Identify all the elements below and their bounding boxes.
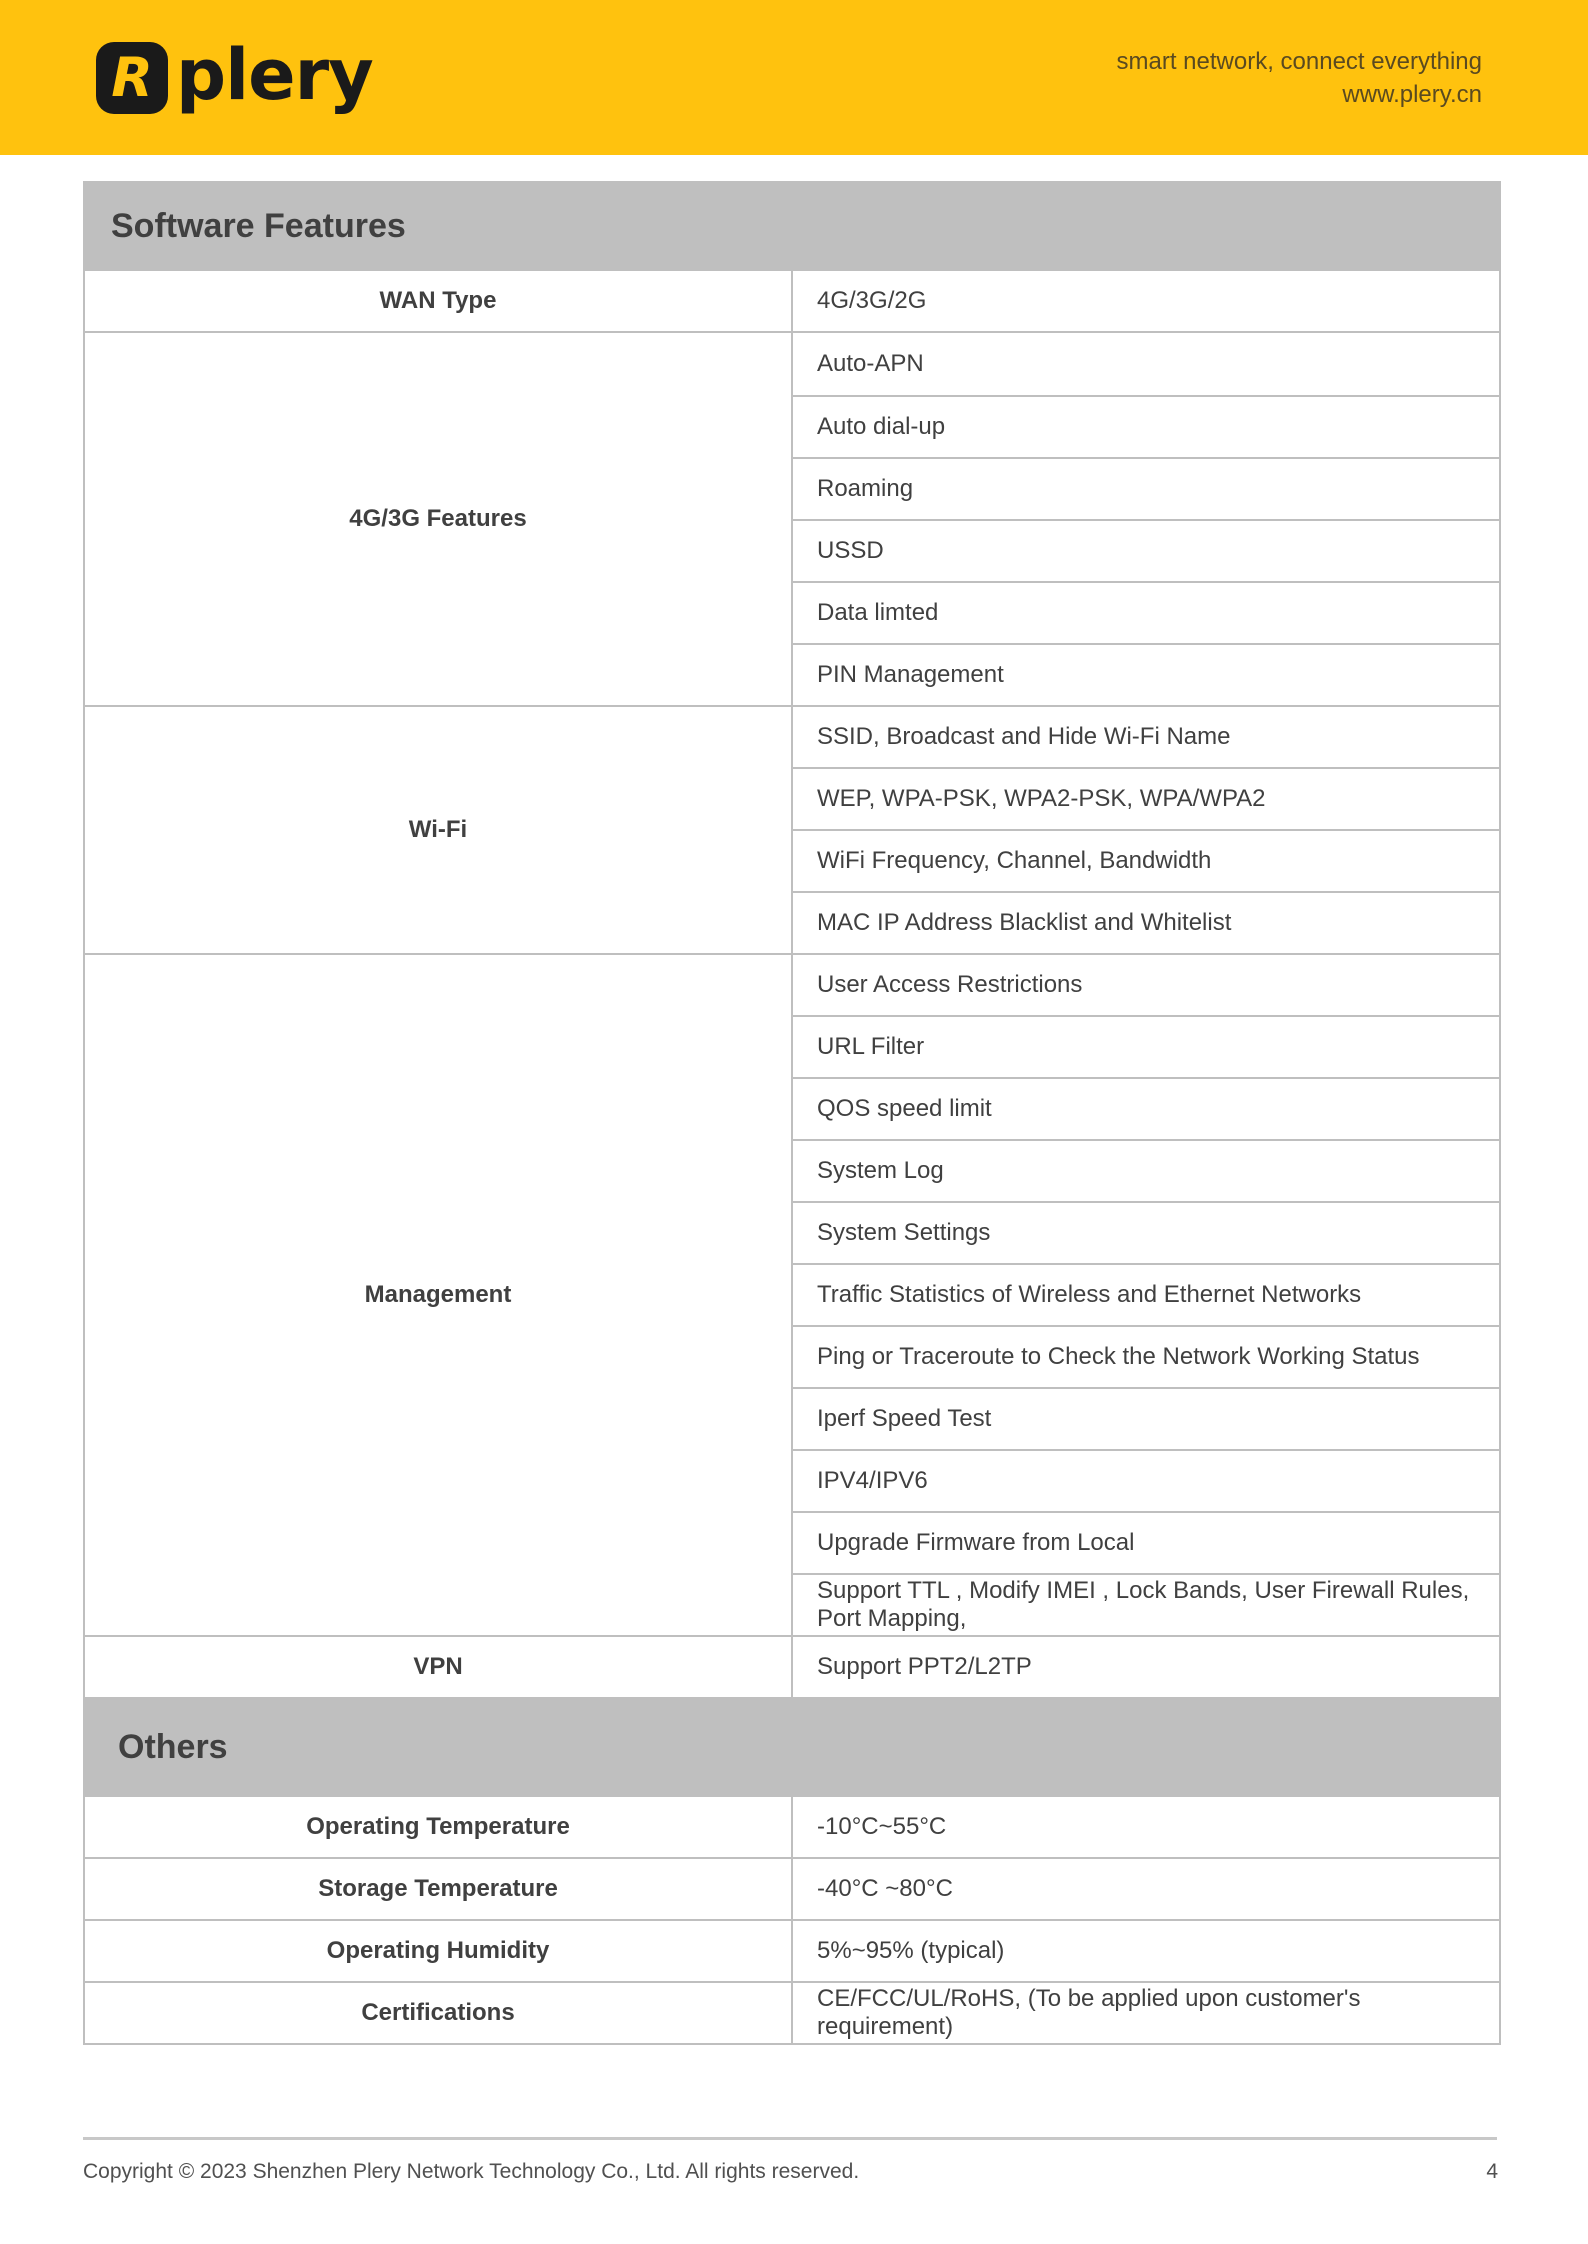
row-value: Ping or Traceroute to Check the Network Working Status: [792, 1326, 1500, 1388]
row-value: MAC IP Address Blacklist and Whitelist: [792, 892, 1500, 954]
section-title: Others: [84, 1698, 1500, 1796]
table-row: [84, 1796, 1500, 1858]
row-value: CE/FCC/UL/RoHS, (To be applied upon customer's requirement): [792, 1982, 1500, 2044]
row-value: QOS speed limit: [792, 1078, 1500, 1140]
row-value: Support TTL , Modify IMEI , Lock Bands, User Firewall Rules, Port Mapping,: [792, 1574, 1500, 1636]
header-tagline-block: [1117, 45, 1483, 111]
section-header-software: [84, 182, 1500, 270]
plery-logo: [96, 34, 373, 118]
row-label: WAN Type: [84, 270, 792, 332]
row-value: Auto dial-up: [792, 396, 1500, 458]
row-value: 4G/3G/2G: [792, 270, 1500, 332]
row-label: Storage Temperature: [84, 1858, 792, 1920]
table-row: [84, 1858, 1500, 1920]
row-label: Wi-Fi: [84, 706, 792, 954]
row-value: System Settings: [792, 1202, 1500, 1264]
row-label: Operating Temperature: [84, 1796, 792, 1858]
website-link[interactable]: www.plery.cn: [1342, 81, 1482, 108]
row-value: PIN Management: [792, 644, 1500, 706]
spec-table: [83, 181, 1501, 2045]
row-label: Operating Humidity: [84, 1920, 792, 1982]
row-value: User Access Restrictions: [792, 954, 1500, 1016]
row-value: WEP, WPA-PSK, WPA2-PSK, WPA/WPA2: [792, 768, 1500, 830]
row-value: Roaming: [792, 458, 1500, 520]
page-header: [0, 0, 1588, 155]
row-value: Data limted: [792, 582, 1500, 644]
row-value: IPV4/IPV6: [792, 1450, 1500, 1512]
row-value: Upgrade Firmware from Local: [792, 1512, 1500, 1574]
footer-copyright: Copyright © 2023 Shenzhen Plery Network Technology Co., Ltd. All rights reserved.: [83, 2160, 860, 2183]
table-row: [84, 1920, 1500, 1982]
tagline: smart network, connect everything: [1116, 48, 1482, 75]
row-value: Traffic Statistics of Wireless and Ethernet Networks: [792, 1264, 1500, 1326]
row-label: VPN: [84, 1636, 792, 1698]
row-value: -40°C ~80°C: [792, 1858, 1500, 1920]
row-value: Support PPT2/L2TP: [792, 1636, 1500, 1698]
row-value: System Log: [792, 1140, 1500, 1202]
footer-divider: [83, 2137, 1497, 2140]
table-row: [84, 270, 1500, 332]
row-label: Certifications: [84, 1982, 792, 2044]
section-header-others: [84, 1698, 1500, 1796]
row-value: SSID, Broadcast and Hide Wi-Fi Name: [792, 706, 1500, 768]
table-row: [84, 954, 1500, 1016]
section-title: Software Features: [84, 182, 1500, 270]
table-row: [84, 1636, 1500, 1698]
table-row: [84, 706, 1500, 768]
row-value: WiFi Frequency, Channel, Bandwidth: [792, 830, 1500, 892]
row-label: Management: [84, 954, 792, 1636]
row-value: 5%~95% (typical): [792, 1920, 1500, 1982]
row-label: 4G/3G Features: [84, 332, 792, 706]
logo-wordmark: plery: [176, 34, 373, 116]
row-value: USSD: [792, 520, 1500, 582]
table-row: [84, 332, 1500, 396]
row-value: URL Filter: [792, 1016, 1500, 1078]
row-value: Iperf Speed Test: [792, 1388, 1500, 1450]
row-value: Auto-APN: [792, 332, 1500, 396]
logo-mark-icon: R: [96, 42, 168, 114]
table-row: [84, 1982, 1500, 2044]
row-value: -10°C~55°C: [792, 1796, 1500, 1858]
page-number: 4: [1486, 2160, 1498, 2183]
